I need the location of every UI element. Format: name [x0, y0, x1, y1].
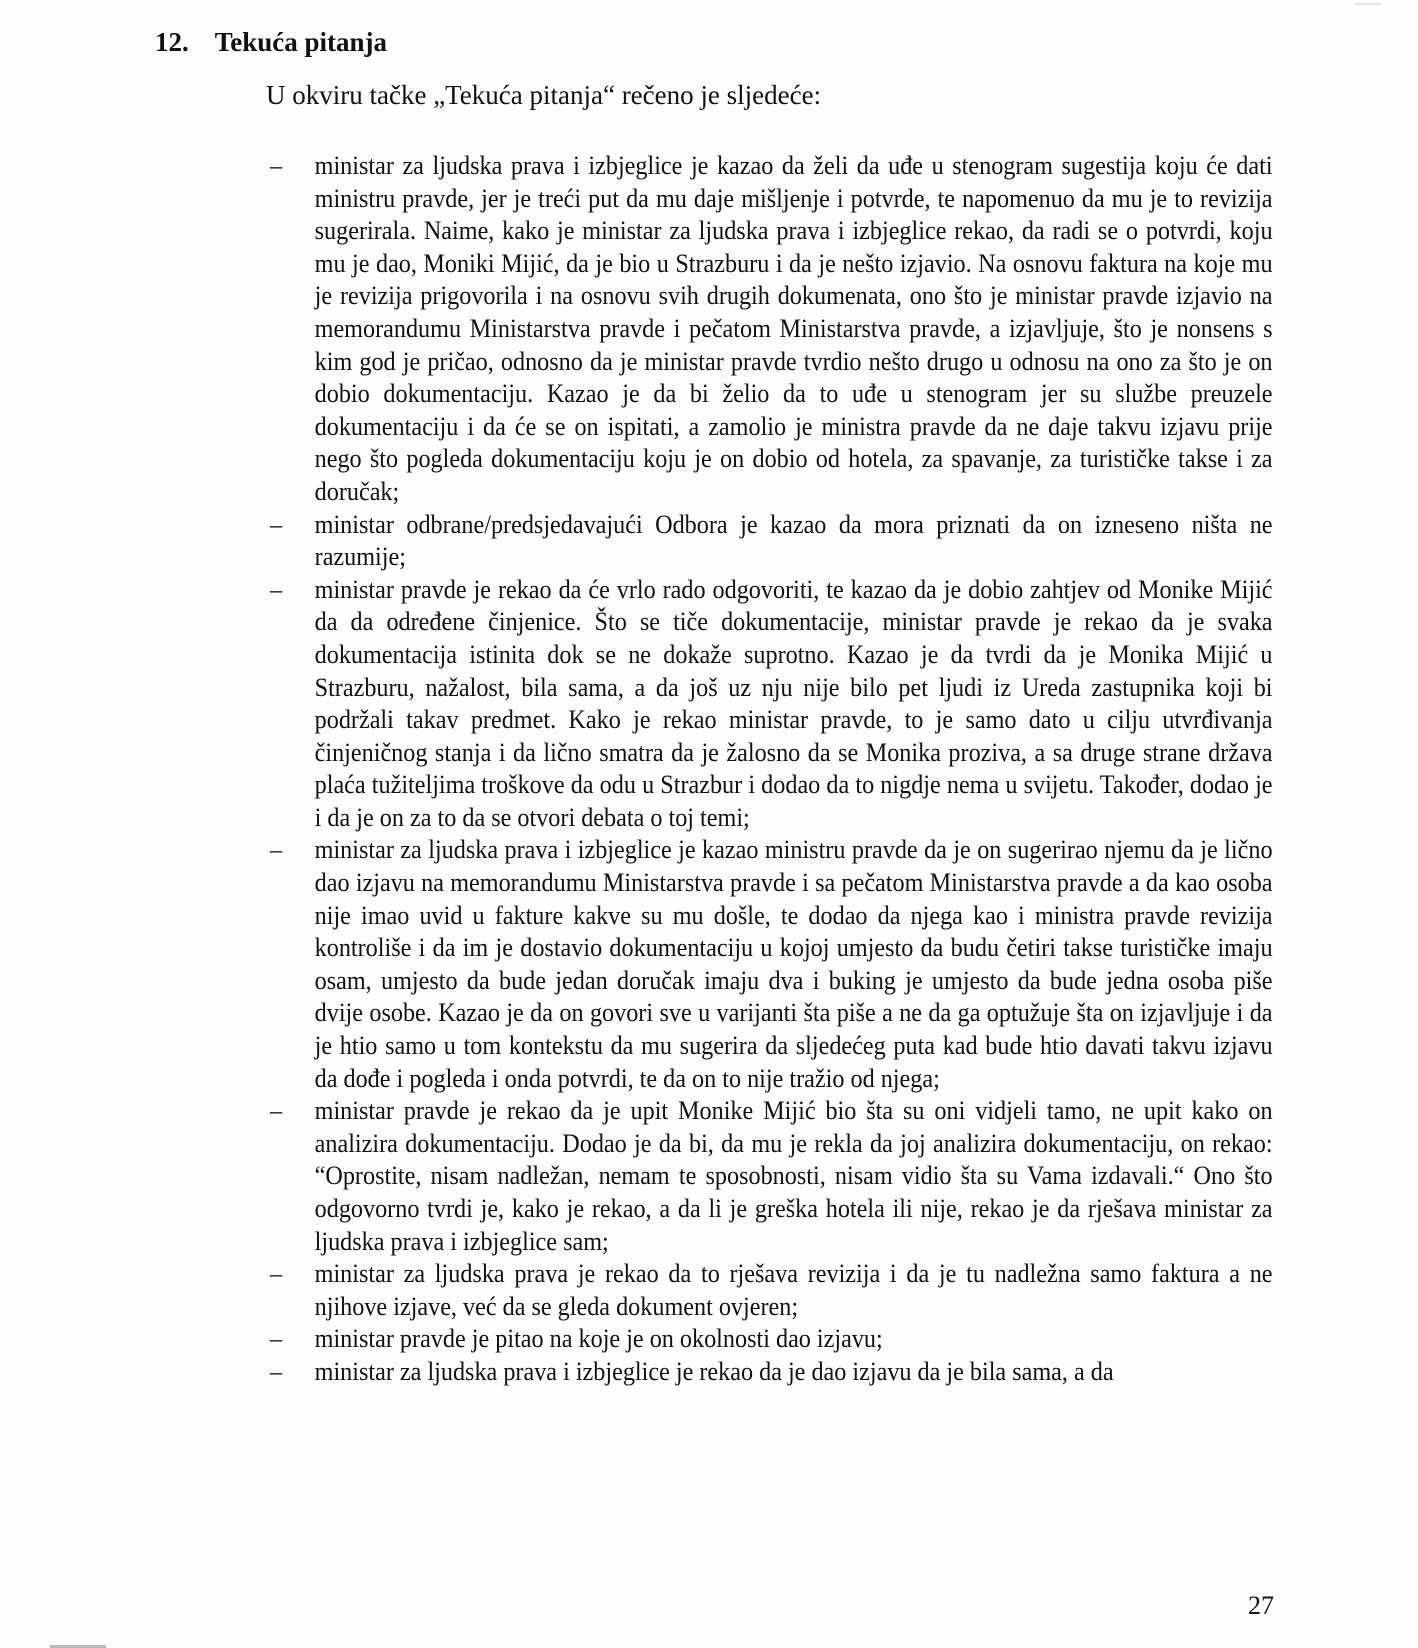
- list-item-text: ministar pravde je rekao da će vrlo rado odgovoriti, te kazao da je dobio zahtjev od Monike Mijić da da određene činjenice. Što se tiče dokumentacije, ministar pravde je rekao da je svaka dokumentacija istinita dok se ne dokaže suprotno. Kazao je da tvrdi da je Monika Mijić u Strazburu, nažalost, bila sama, a da još uz nju nije bilo pet ljudi iz Ureda zastupnika koji bi podržali takav predmet. Kako je rekao ministar pravde, to je samo dato u cilju utvrđivanja činjeničnog stanja i da lično smatra da je žalosno da se Monika proziva, a sa druge strane država plaća tužiteljima troškove da odu u Strazbur i dodao da to nigdje nema u svijetu. Također, dodao je i da je on za to da se otvori debata o toj temi;: [314, 574, 1273, 832]
- bullet-dash: –: [270, 835, 283, 865]
- bullet-dash: –: [270, 1324, 283, 1354]
- scan-mark: [1355, 3, 1381, 5]
- bullet-dash: –: [270, 1096, 283, 1126]
- list-item: [270, 1258, 1273, 1323]
- list-item-text: ministar za ljudska prava i izbjeglice je kazao da želi da uđe u stenogram sugestija koju će dati ministru pravde, jer je treći put da mu daje mišljenje i potvrde, te napomenuo da mu je to revizija sugerirala. Naime, kako je ministar za ljudska prava i izbjeglice rekao, da radi se o potvrdi, koju mu je dao, Moniki Mijić, da je bio u Strazburu i da je nešto izjavio. Na osnovu faktura na koje mu je revizija prigovorila i na osnovu svih drugih dokumenata, ono što je ministar pravde izjavio na memorandumu Ministarstva pravde i pečatom Ministarstva pravde, a izjavljuje, što je nonsens s kim god je pričao, odnosno da je ministar pravde tvrdio nešto drugo u odnosu na ono za što je on dobio dokumentaciju. Kazao je da bi želio da to uđe u stenogram jer su službe preuzele dokumentaciju i da će se on ispitati, a zamolio je ministra pravde da ne daje takvu izjavu prije nego što pogleda dokumentaciju koju je on dobio od hotela, za spavanje, za turističke takse i za doručak;: [314, 151, 1273, 506]
- list-item: [270, 1323, 1273, 1356]
- intro-paragraph: U okviru tačke „Tekuća pitanja“ rečeno je sljedeće:: [266, 80, 822, 110]
- list-item: [270, 1356, 1273, 1389]
- list-item-text: ministar za ljudska prava i izbjeglice je kazao ministru pravde da je on sugerirao njemu da je lično dao izjavu na memorandumu Ministarstva pravde i sa pečatom Ministarstva pravde a da kao osoba nije imao uvid u fakture kakve su mu došle, te dodao da njega kao i ministra pravde revizija kontroliše i da im je dostavio dokumentaciju u kojoj umjesto da budu četiri takse turističke imaju osam, umjesto da bude jedan doručak imaju dva i buking je umjesto da bude jedna osoba piše dvije osobe. Kazao je da on govori sve u varijanti šta piše a ne da ga optužuje šta on izjavljuje i da je htio samo u tom kontekstu da mu sugerira da sljedećeg puta kad bude htio davati takvu izjavu da dođe i pogleda i onda potvrdi, te da on to nije tražio od njega;: [314, 835, 1273, 1093]
- list-item: [270, 574, 1273, 835]
- section-number: 12.: [155, 27, 189, 57]
- section-title: Tekuća pitanja: [214, 27, 388, 57]
- list-item: [270, 1095, 1273, 1258]
- bullet-dash: –: [270, 151, 283, 180]
- list-item-text: ministar za ljudska prava je rekao da to rješava revizija i da je tu nadležna samo faktura a ne njihove izjave, već da se gleda dokument ovjeren;: [314, 1259, 1273, 1321]
- list-item-text: ministar pravde je rekao da je upit Monike Mijić bio šta su oni vidjeli tamo, ne upit kako on analizira dokumentaciju. Dodao je da bi, da mu je rekla da joj analizira dokumentaciju, on rekao: “Oprostite, nisam nadležan, nemam te sposobnosti, nisam vidio šta su Vama izdavali.“ Ono što odgovorno tvrdi je, kako je rekao, a da li je greška hotela ili nije, rekao je da rješava ministar za ljudska prava i izbjeglice sam;: [314, 1096, 1273, 1256]
- list-item-text: ministar za ljudska prava i izbjeglice je rekao da je dao izjavu da je bila sama, a da: [314, 1356, 1114, 1386]
- list-item-text: ministar pravde je pitao na koje je on okolnosti dao izjavu;: [314, 1324, 883, 1354]
- statement-list: [270, 150, 1274, 1389]
- bullet-dash: –: [270, 1259, 283, 1289]
- page-number: 27: [1248, 1591, 1274, 1620]
- list-item: [270, 150, 1273, 509]
- list-item-text: ministar odbrane/predsjedavajući Odbora je kazao da mora priznati da on izneseno ništa ne razumije;: [314, 509, 1273, 572]
- bullet-dash: –: [270, 574, 283, 604]
- list-item: [270, 834, 1273, 1095]
- bullet-dash: –: [270, 1356, 283, 1386]
- list-item: [270, 509, 1273, 574]
- bullet-dash: –: [270, 509, 283, 539]
- section-heading: [155, 24, 387, 60]
